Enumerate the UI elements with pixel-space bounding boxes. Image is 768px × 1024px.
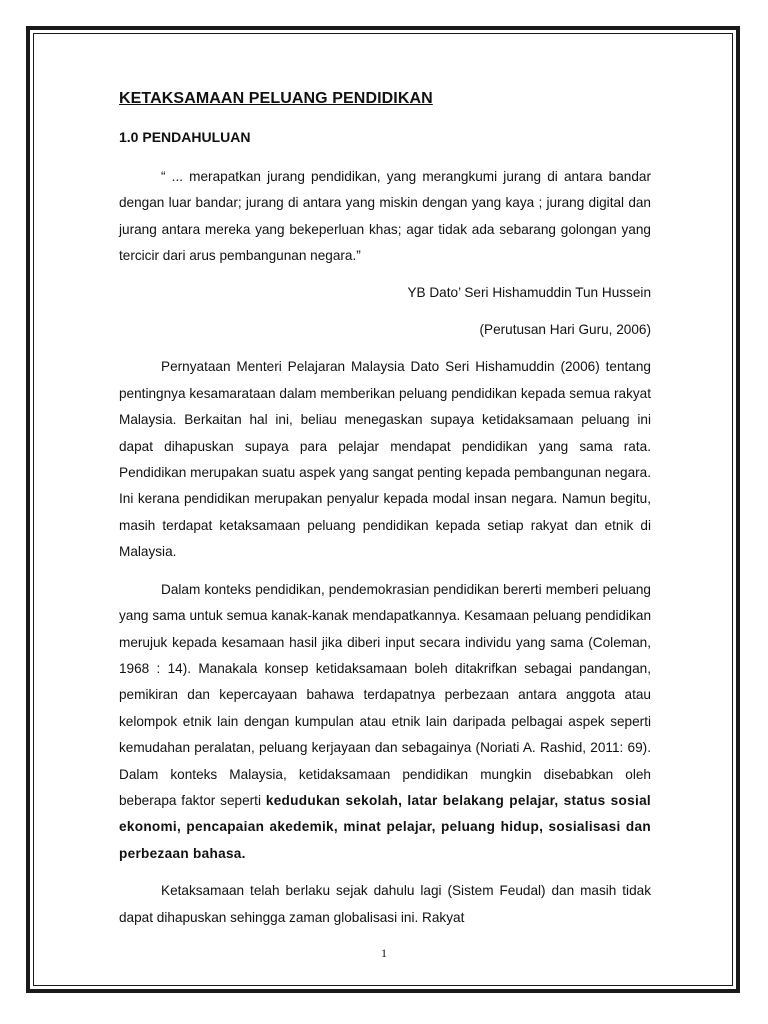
- page-number: 1: [381, 946, 387, 960]
- paragraph-2: [119, 577, 651, 867]
- paragraph-3: Ketaksamaan telah berlaku sejak dahulu lagi (Sistem Feudal) dan masih tidak dapat dihapuskan sehingga zaman globalisasi ini. Rakyat: [119, 883, 651, 925]
- quote-author: YB Dato’ Seri Hishamuddin Tun Hussein: [407, 284, 651, 300]
- paragraph-1: Pernyataan Menteri Pelajaran Malaysia Dato Seri Hishamuddin (2006) tentang pentingnya kesamarataan dalam memberikan peluang pendidikan kepada semua rakyat Malaysia. Berkaitan hal ini, beliau menegaskan supaya ketidaksamaan peluang ini dapat dihapuskan supaya para pelajar mendapat pendidikan yang sama rata. Pendidikan merupakan suatu aspek yang sangat penting kepada pembangunan negara. Ini kerana pendidikan merupakan penyalur kepada modal insan negara. Namun begitu, masih terdapat ketaksamaan peluang pendidikan kepada setiap rakyat dan etnik di Malaysia.: [119, 359, 651, 560]
- paragraph-2-factors: kedudukan sekolah, latar belakang pelajar, status sosial ekonomi, pencapaian akedemik, minat pelajar, peluang hidup, sosialisasi dan perbezaan bahasa.: [119, 792, 652, 861]
- quote-source: (Perutusan Hari Guru, 2006): [479, 322, 651, 338]
- opening-quote: “ ... merapatkan jurang pendidikan, yang merangkumi jurang di antara bandar dengan luar bandar; jurang di antara yang miskin dengan yang kaya ; jurang digital dan jurang antara mereka yang bekeperluan khas; agar tidak ada sebarang golongan yang tercicir dari arus pembangunan negara.”: [119, 169, 651, 264]
- document-title: KETAKSAMAAN PELUANG PENDIDIKAN: [119, 90, 433, 107]
- document-body: [119, 90, 651, 931]
- paragraph-2-text: Dalam konteks pendidikan, pendemokrasian pendidikan bererti memberi peluang yang sama untuk semua kanak-kanak mendapatkannya. Kesamaan peluang pendidikan merujuk kepada kesamaan hasil jika diberi input secara individu yang sama (Coleman, 1968 : 14). Manakala konsep ketidaksamaan boleh ditakrifkan sebagai pandangan, pemikiran dan kepercayaan bahawa terdapatnya perbezaan antara anggota atau kelompok etnik lain dengan kumpulan atau etnik lain daripada pelbagai aspek seperti kemudahan peralatan, peluang kerjayaan dan sebagainya (Noriati A. Rashid, 2011: 69). Dalam konteks Malaysia, ketidaksamaan pendidikan mungkin disebabkan oleh beberapa faktor seperti: [119, 581, 651, 808]
- section-heading: 1.0 PENDAHULUAN: [119, 129, 251, 145]
